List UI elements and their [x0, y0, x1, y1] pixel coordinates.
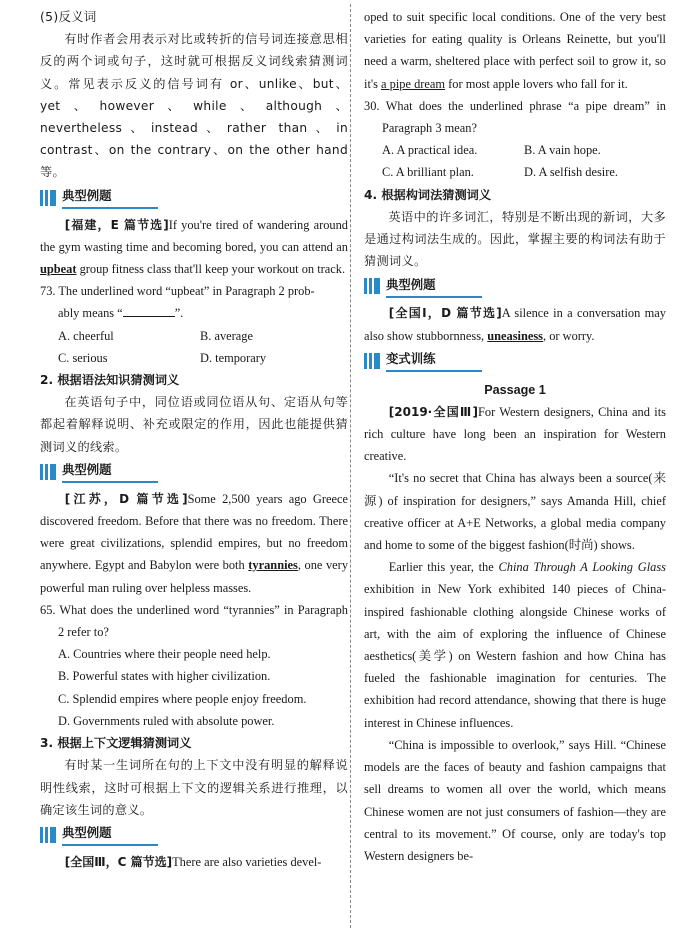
- question-30: 30. What does the underlined phrase “a pipe dream” in Paragraph 3 mean?: [364, 98, 666, 136]
- example-banner-1: [40, 186, 348, 210]
- example-banner-4: [364, 274, 666, 298]
- option: C. serious: [58, 350, 108, 365]
- question-73-options-row1: [40, 325, 348, 347]
- banner-bars-icon: [40, 827, 56, 843]
- section-4-body: 英语中的许多词汇，特别是不断出现的新词，大多是通过构词法生成的。因此，掌握主要的构词法有助于猜测词义。: [364, 209, 666, 269]
- passage-paragraph-4: “China is impossible to overlook,” says Hill. “Chinese models are the faces of beauty and fashion campaigns that sell dreams to women all over the world, which means Chinese women are not just consumers of fashion—they are central to its movement.” Of course, only are today's top Western designers be-: [364, 737, 666, 863]
- example-4-text: [全国Ⅰ，D 篇节选]A silence in a conversation may also show stubbornness, uneasiness, or worry.: [364, 306, 666, 343]
- example-3-text: [全国Ⅲ，C 篇节选]There are also varieties devel-: [64, 854, 322, 869]
- practice-label: 变式训练: [386, 349, 482, 372]
- question-65-options: [40, 643, 348, 732]
- passage-source: [2019·全国Ⅲ]: [388, 404, 478, 419]
- option: B. Powerful states with higher civilization.: [58, 669, 271, 684]
- underlined-word-uneasiness: uneasiness: [487, 328, 543, 343]
- question-30-options-row1: [364, 139, 666, 161]
- example-4-source: [全国Ⅰ，D 篇节选]: [388, 306, 502, 321]
- practice-banner: [364, 349, 666, 373]
- column-divider: [350, 4, 351, 928]
- banner-bars-icon: [364, 353, 380, 369]
- section-2-body: 在英语句子中，同位语或同位语从句、定语从句等都起着解释说明、补充或限定的作用，因此也能提供猜测词义的线索。: [40, 395, 348, 454]
- example-label: 典型例题: [386, 275, 482, 298]
- option: D. Governments ruled with absolute power.: [58, 713, 275, 728]
- passage-paragraph-2: “It's no secret that China has always been a source(来源) of inspiration for designers,” says Amanda Hill, chief creative officer at A+E Networks, a global media company and home to some of the biggest fashion(时尚) shows.: [364, 471, 666, 553]
- option: D. A selfish desire.: [524, 165, 618, 180]
- banner-bars-icon: [40, 464, 56, 480]
- question-73-line2: ably means “ ”.: [58, 306, 184, 321]
- left-column: [40, 6, 348, 873]
- option: A. cheerful: [58, 328, 114, 343]
- passage-paragraph-1: [2019·全国Ⅲ]For Western designers, China and its rich culture have long been an inspiration for Western creative.: [364, 404, 666, 464]
- example-1-source: [福建，E 篇节选]: [64, 217, 169, 232]
- section-5-title: (5)反义词: [40, 9, 97, 24]
- underlined-phrase-pipe-dream: a pipe dream: [381, 76, 446, 91]
- option: A. A practical idea.: [382, 143, 478, 158]
- question-65: 65. What does the underlined word “tyrannies” in Paragraph 2 refer to?: [40, 602, 348, 640]
- option: B. A vain hope.: [524, 143, 601, 158]
- option: A. Countries where their people need help.: [58, 647, 271, 662]
- example-banner-3: [40, 823, 348, 847]
- section-2-title: 2. 根据语法知识猜测词义: [40, 373, 180, 388]
- option: C. A brilliant plan.: [382, 165, 474, 180]
- example-3-continuation: oped to suit specific local conditions. One of the very best varieties for eating quality is Orleans Reinette, but you'll need a warm, sheltered place with perfect soil to grow it, so it's a pipe dream for most apple lovers who fall for it.: [364, 10, 666, 91]
- passage-paragraph-3: Earlier this year, the China Through A Looking Glass exhibition in New York exhibited 140 pieces of China-inspired fashionable clothing alongside Chinese works of art, with the aim of exploring the influence of Chinese aesthetics(美学) on Western fashion and how China has fueled the fashionable imagination for centuries. The exhibition had record attendance, showing that there is huge interest in Chinese influences.: [364, 560, 666, 730]
- banner-bars-icon: [40, 190, 56, 206]
- banner-bars-icon: [364, 278, 380, 294]
- passage-title: Passage 1: [484, 382, 546, 397]
- example-1-text: [福建，E 篇节选]If you're tired of wandering around the gym wasting time and becoming bored, you can attend an upbeat group fitness class that'll keep your workout on track.: [40, 217, 348, 277]
- question-73-options-row2: [40, 347, 348, 369]
- underlined-word-tyrannies: tyrannies: [248, 558, 298, 573]
- example-label: 典型例题: [62, 460, 158, 483]
- exhibition-title: China Through A Looking Glass: [498, 560, 666, 575]
- example-3-source: [全国Ⅲ，C 篇节选]: [64, 854, 173, 869]
- example-2-source: [江苏，D 篇节选]: [64, 491, 188, 506]
- option: D. temporary: [200, 350, 267, 365]
- answer-blank[interactable]: [123, 304, 175, 317]
- option: B. average: [200, 328, 253, 343]
- example-2-text: [江苏，D 篇节选]Some 2,500 years ago Greece discovered freedom. Before that there was no freedom. There were great civilizations, splendid empires, but no freedom anywhere. Egypt and Babylon were both tyrannies, one very powerful man ruling over helpless masses.: [40, 491, 349, 595]
- right-column: [364, 6, 666, 867]
- question-30-options-row2: [364, 161, 666, 183]
- underlined-word-upbeat: upbeat: [40, 262, 77, 277]
- option: C. Splendid empires where people enjoy freedom.: [58, 691, 307, 706]
- section-3-body: 有时某一生词所在句的上下文中没有明显的解释说明性线索，这时可根据上下文的逻辑关系进行推理，以确定该生词的意义。: [40, 758, 348, 817]
- question-73-line1: 73. The underlined word “upbeat” in Paragraph 2 prob-: [40, 284, 315, 299]
- example-label: 典型例题: [62, 823, 158, 846]
- section-4-title: 4. 根据构词法猜测词义: [364, 187, 492, 202]
- example-label: 典型例题: [62, 186, 158, 209]
- example-banner-2: [40, 460, 348, 484]
- section-5-body: 有时作者会用表示对比或转折的信号词连接意思相反的两个词或句子，这时就可根据反义词线索猜测词义。常见表示反义的信号词有 or、unlike、but、yet、however、while、although、nevertheless、instead、rather than、in contrast、on the contrary、on the other hand 等。: [40, 32, 348, 180]
- section-3-title: 3. 根据上下文逻辑猜测词义: [40, 736, 192, 751]
